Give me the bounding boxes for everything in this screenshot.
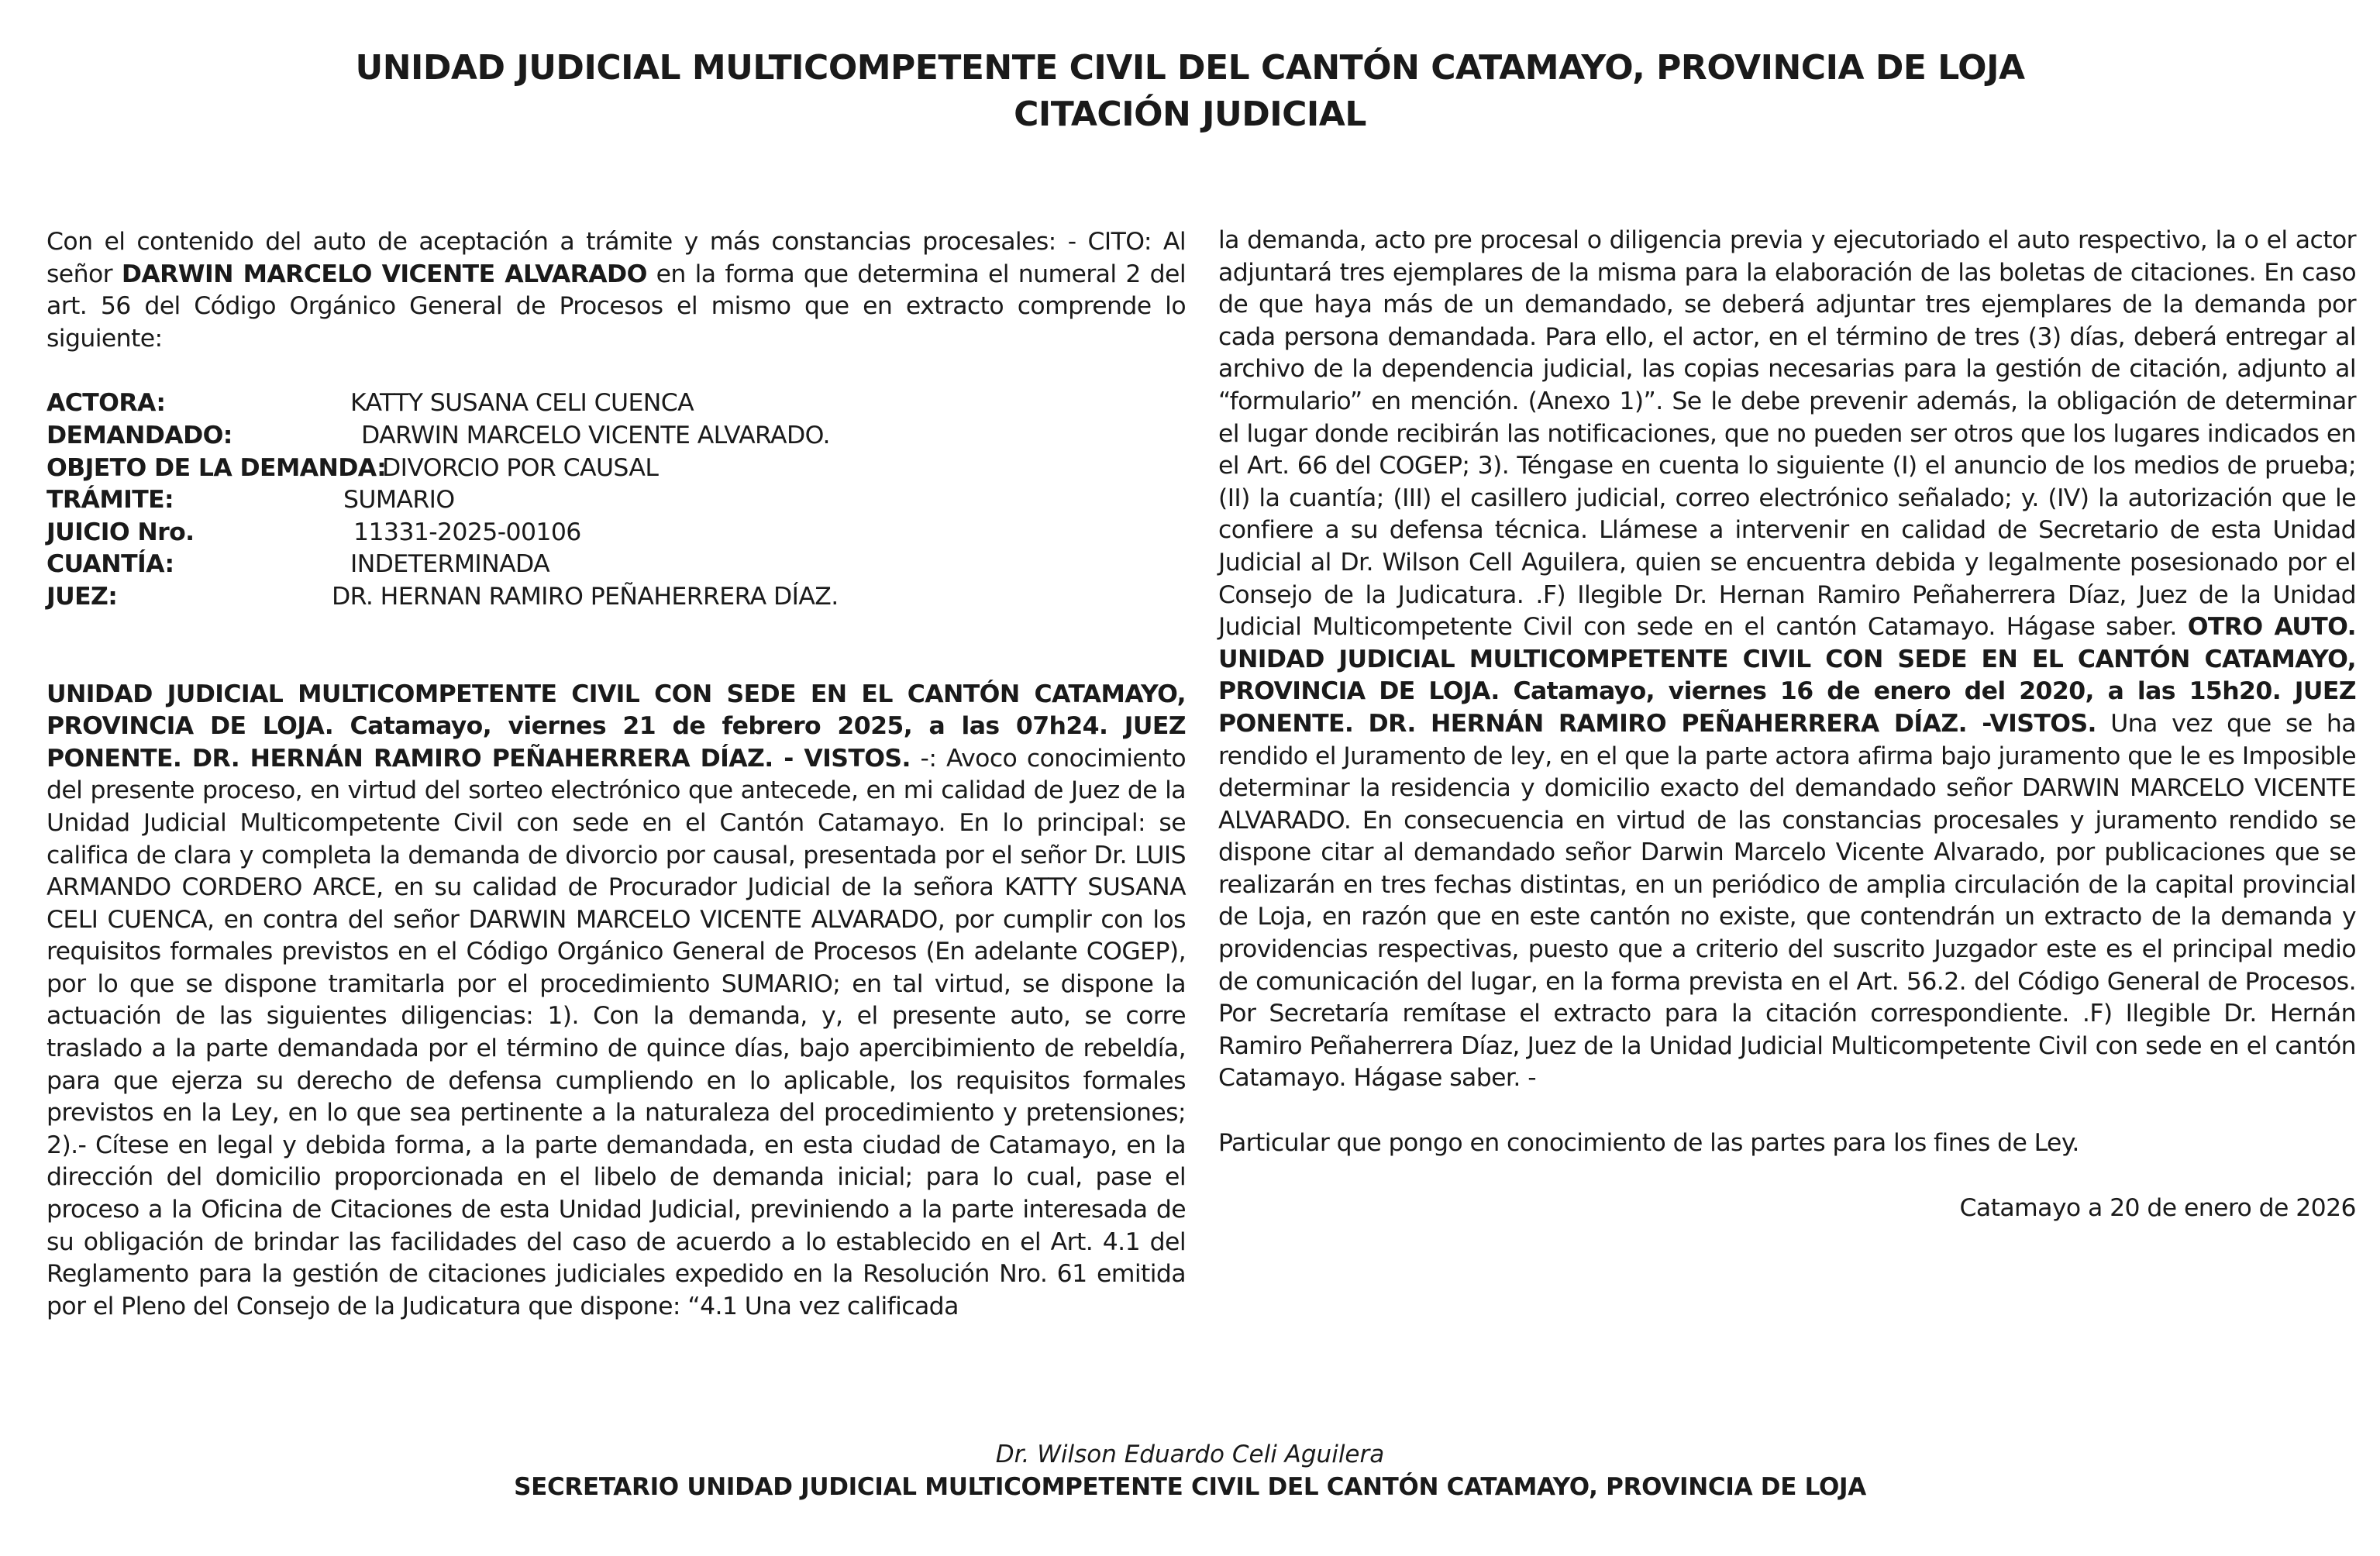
field-objeto: OBJETO DE LA DEMANDA: DIVORCIO POR CAUSAL <box>46 453 659 482</box>
right-column <box>1218 225 2356 1224</box>
intro-text-start: Con el contenido del auto de aceptación a trámite y más constancias procesales: - CITO: Al señor <box>46 228 1186 288</box>
intro-paragraph <box>46 226 1186 355</box>
signature-block <box>0 1438 2380 1503</box>
auto-paragraph-1 <box>46 679 1186 1324</box>
defendant-name: DARWIN MARCELO VICENTE ALVARADO <box>121 260 647 288</box>
document-title <box>0 45 2380 138</box>
auto-heading-1: UNIDAD JUDICIAL MULTICOMPETENTE CIVIL CON SEDE EN EL CANTÓN CATAMAYO, PROVINCIA DE LOJA. Catamayo, viernes 21 de febrero 2025, a las 07h24. JUEZ PONENTE. DR. HERNÁN RAMIRO PEÑAHERRERA DÍAZ. - VISTOS. <box>46 680 1186 773</box>
auto-text-1: -: Avoco conocimiento del presente proceso, en virtud del sorteo electrónico que antecede, en mi calidad de Juez de la Unidad Judicial Multicompetente Civil con sede en el Cantón Catamayo. En lo principal: se califica de clara y completa la demanda de divorcio por causal, presentada por el señor Dr. LUIS ARMANDO CORDERO ARCE, en su calidad de Procurador Judicial de la señora KATTY SUSANA CELI CUENCA, en contra del señor DARWIN MARCELO VICENTE ALVARADO, por cumplir con los requisitos formales previstos en el Código Orgánico General de Procesos (En adelante COGEP), por lo que se dispone tramitarla por el procedimiento SUMARIO; en tal virtud, se dispone la actuación de las siguientes diligencias: 1). Con la demanda, y, el presente auto, se corre traslado a la parte demandada por el término de quince días, bajo apercibimiento de rebeldía, para que ejerza su derecho de defensa cumpliendo en lo aplicable, los requisitos formales previstos en la Ley, en lo que sea pertinente a la naturaleza del procedimiento y pretensiones; 2).- Cítese en legal y debida forma, a la parte demandada, en esta ciudad de Catamayo, en la dirección del domicilio proporcionada en el libelo de demanda inicial; para lo cual, pase el proceso a la Oficina de Citaciones de esta Unidad Judicial, previniendo a la parte interesada de su obligación de brindar las facilidades del caso de acuerdo a lo establecido en el Art. 4.1 del Reglamento para la gestión de citaciones judiciales expedido en la Resolución Nro. 61 emitida por el Pleno del Consejo de la Judicatura que dispone: “4.1 Una vez calificada <box>46 744 1186 1320</box>
signer-role: SECRETARIO UNIDAD JUDICIAL MULTICOMPETENTE CIVIL DEL CANTÓN CATAMAYO, PROVINCIA DE LOJA <box>514 1473 1866 1501</box>
closing-statement: Particular que pongo en conocimiento de las partes para los fines de Ley. <box>1218 1129 2079 1158</box>
issue-date: Catamayo a 20 de enero de 2026 <box>1959 1193 2356 1222</box>
left-column <box>46 226 1186 1323</box>
title-court: UNIDAD JUDICIAL MULTICOMPETENTE CIVIL DEL CANTÓN CATAMAYO, PROVINCIA DE LOJA <box>355 48 2025 88</box>
field-tramite: TRÁMITE: SUMARIO <box>46 486 455 515</box>
auto-paragraph-2 <box>1218 225 2356 1095</box>
field-demandado: DEMANDADO: DARWIN MARCELO VICENTE ALVARADO. <box>46 421 830 449</box>
intro-text-end: en la forma que determina el numeral 2 del art. 56 del Código Orgánico General de Procesos el mismo que en extracto comprende lo siguiente: <box>46 260 1186 353</box>
field-juez: JUEZ: DR. HERNAN RAMIRO PEÑAHERRERA DÍAZ. <box>46 582 839 611</box>
field-juicio: JUICIO Nro. 11331-2025-00106 <box>46 518 581 546</box>
field-cuantia: CUANTÍA: INDETERMINADA <box>46 550 550 579</box>
signer-name: Dr. Wilson Eduardo Celi Aguilera <box>995 1441 1385 1468</box>
title-citation: CITACIÓN JUDICIAL <box>1014 95 1366 134</box>
auto-text-2: Una vez que se ha rendido el Juramento de ley, en el que la parte actora afirma bajo juramento que le es Imposible determinar la residencia y domicilio exacto del demandado señor DARWIN MARCELO VICENTE ALVARADO. En consecuencia en virtud de las constancias procesales y juramento rendido se dispone citar al demandado señor Darwin Marcelo Vicente Alvarado, por publicaciones que se realizarán en tres fechas distintas, en un periódico de amplia circulación de la capital provincial de Loja, en razón que en este cantón no existe, que contendrán un extracto de la demanda y providencias respectivas, puesto que a criterio del suscrito Juzgador este es el principal medio de comunicación del lugar, en la forma prevista en el Art. 56.2. del Código General de Procesos. Por Secretaría remítase el extracto para la citación correspondiente. .F) Ilegible Dr. Hernán Ramiro Peñaherrera Díaz, Juez de la Unidad Judicial Multicompetente Civil con sede en el cantón Catamayo. Hágase saber. - <box>1218 709 2357 1093</box>
auto-heading-2: OTRO AUTO. UNIDAD JUDICIAL MULTICOMPETENTE CIVIL CON SEDE EN EL CANTÓN CATAMAYO, PROVINCIA DE LOJA. Catamayo, viernes 16 de enero del 2020, a las 15h20. JUEZ PONENTE. DR. HERNÁN RAMIRO PEÑAHERRERA DÍAZ. -VISTOS. <box>1218 613 2356 738</box>
case-fields <box>46 387 1186 613</box>
auto-text-continued: la demanda, acto pre procesal o diligencia previa y ejecutoriado el auto respectivo, la o el actor adjuntará tres ejemplares de la misma para la elaboración de las boletas de citaciones. En caso de que haya más de un demandado, se deberá adjuntar tres ejemplares de la demanda por cada persona demandada. Para ello, el actor, en el término de tres (3) días, deberá entregar al archivo de la dependencia judicial, las copias necesarias para la gestión de citación, adjunto al “formulario” en mención. (Anexo 1)”. Se le debe prevenir además, la obligación de determinar el lugar donde recibirán las notificaciones, que no pueden ser otros que los lugares indicados en el Art. 66 del COGEP; 3). Téngase en cuenta lo siguiente (I) el anuncio de los medios de prueba; (II) la cuantía; (III) el casillero judicial, correo electrónico señalado; y. (IV) la autorización que le confiere a su defensa técnica. Llámese a intervenir en calidad de Secretario de esta Unidad Judicial al Dr. Wilson Cell Aguilera, quien se encuentra debida y legalmente posesionado por el Consejo de la Judicatura. .F) Ilegible Dr. Hernan Ramiro Peñaherrera Díaz, Juez de la Unidad Judicial Multicompetente Civil con sede en el cantón Catamayo. Hágase saber. <box>1218 226 2356 642</box>
field-actora: ACTORA: KATTY SUSANA CELI CUENCA <box>46 389 694 418</box>
